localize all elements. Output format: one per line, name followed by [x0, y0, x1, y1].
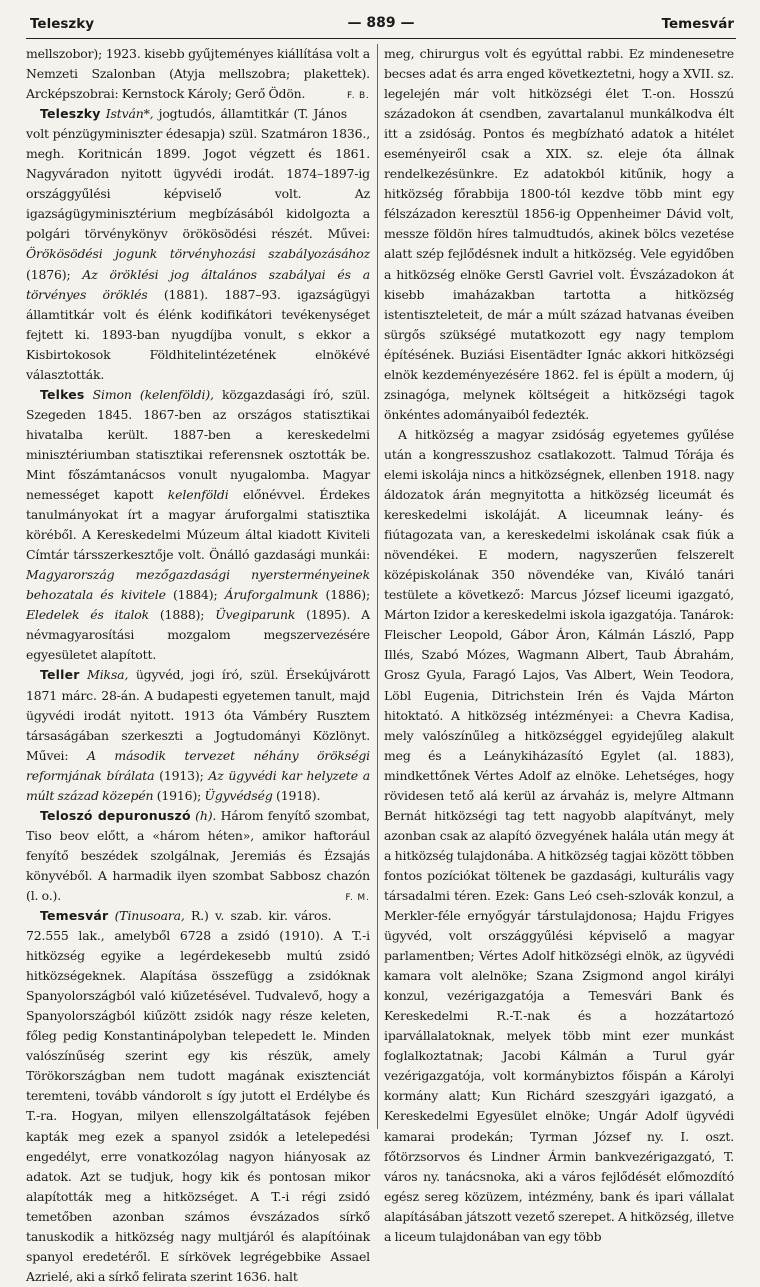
work-title: Üvegiparunk — [215, 607, 296, 623]
entry-headword: Teller — [40, 667, 80, 683]
author-signature: F. B. — [347, 91, 370, 102]
entry-text: (1895). A névmagyarosítási mozgalom megszervezésére egyesületet alapított. — [26, 607, 370, 663]
running-header — [26, 12, 736, 39]
work-title: Örökösödési jogunk törvényhozási szabályozásához — [26, 246, 370, 262]
entry-text: (1876); — [26, 266, 83, 282]
header-left-headword: Teleszky — [30, 16, 95, 32]
entry-headword: Teloszó depuronuszó — [40, 807, 191, 823]
dictionary-entry — [26, 806, 370, 906]
right-column — [384, 44, 734, 1244]
entry-text: A hitközség a magyar zsidóság egyetemes gyűlése után a kongresszushoz csatlakozott. Talmud Tórája és elemi iskolája nincs a hitközségnek, ellenben 1918. nagy áldozatok árán megnyitotta a hitközség liceumát és kereskedelmi iskoláját. A liceumnak leány- és fiútagozata van, a kereskedelmi iskolának csak fiúk a növendékei. E modern, nagyszerűen felszerelt középiskolának 350 növendéke van, Kiváló tanári testülete a következő: Marcus József liceumi igazgató, Márton Izidor a kereskedelmi iskola igazgatója. Tanárok: Fleischer Leopold, Gábor Áron, Kálmán László, Papp Illés, Szabó Mózes, Wagmann Albert, Taub Ábrahám, Grosz Gyula, Faragó Lajos, Vas Albert, Wein Teodora, Löbl Eugenia, Ditrichstein Irén és Vajda Márton hitoktató. A hitközség intézményei: a Chevra Kadisa, mely valószínűleg a hitközséggel egyidejűleg alakult meg és a Leánykiházasító Egylet (al. 1883), mindkettőnek Vértes Adolf az elnöke. Lehetséges, hogy rövidesen tető alá kerül az árvaház is, melyre Altmann Bernát hitközségi tag tett nagyobb alapítványt, mely azonban csak az alapító özvegyének halála után megy át a hitközség tulajdonába. A hitközség tagjai között többen fontos pozíciókat töltenek be gazdasági, kulturális vagy társadalmi téren. Ezek: Gans Leó cseh-szlovák konzul, a Merkler-féle ernyőgyár társtulajdonosa; Hajdu Frigyes ügyvéd, volt országgyűlési képviselő a magyar parlamentben; Vértes Adolf hitközségi elnök, az ügyvédi kamara volt alelnöke; Szana Zsigmond angol királyi konzul, vezérigazgatója a Temesvári Bank és Kereskedelmi R.-T.-nak és a hozzátartozó iparvállalatoknak, melyek több mint ezer munkást foglalkoztatnak; Jacobi Kálmán a Turul gyár vezérigazgatója, volt kormánybiztos főispán a Károlyi kormány alatt; Kun Richárd szeszgyári igazgató, a Kereskedelmi Egyesület elnöke; Ungár Adolf ügyvédi kamarai prodekán; Tyrman József ny. I. oszt. főtörzsorvos és Lindner Ármin bankvezérigazgató, T. város ny. tanácsnoka, aki a város fejlődését előmozdító egész sereg közüzem, intézmény, bank és ipari vállalat alapításában játszott vezető szerepet. A hitközség, illetve a liceum tulajdonában van egy több — [384, 426, 734, 1244]
entry-text: (1886); — [318, 587, 370, 603]
entry-name: István*, — [105, 106, 154, 122]
dictionary-entry — [26, 104, 370, 385]
entry-text: Három fenyítő szombat, Tiso beov előtt, a «három héten», amikor haftorául fenyítő beszédek szolgálnak, Jeremiás és Ézsajás könyvéből. A harmadik ilyen szombat Sabbosz chazón (l. o.). — [26, 807, 370, 903]
paragraph — [384, 44, 734, 425]
entry-name: Simon (kelenföldi), — [92, 386, 214, 402]
entry-text: meg, chirurgus volt és egyúttal rabbi. Ez mindenesetre becses adat és arra enged következtetni, hogy a XVII. sz. legelején már volt hitközségi élet T.-on. Hosszú századokon át csendben, zavartalanul munkálkodva élt itt a zsidóság. Pontos és megbízható adatok a hitélet eseményeiről csak a XIX. sz. eleje óta állnak rendelkezésünkre. Ez adatokból kitűnik, hogy a hitközség főrabbija 1800-tól kezdve több mint egy félszázadon keresztül 1856-ig Oppenheimer Dávid volt, messze földön híres talmudtudós, akinek bölcs vezetése alatt szép fejlődésnek indult a hitközség. Vele egyidőben a hitközség elnöke Gerstl Gavriel volt. Évszázadokon át kisebb imaházakban tartotta a hitközség istentiszteleteit, de már a múlt század hatvanas éveiben sürgős szükségé mutatkozott egy nagy templom építésének. Buziási Eisentädter Ignác akkori hitközségi elnök kezdeményezésére 1862. fel is épült a modern, új zsinagóga, melynek költségeit a hitközségi tagok önkéntes adományaiból fedezték. — [384, 46, 734, 422]
entry-text: (1913); — [154, 767, 209, 783]
work-title: Áruforgalmunk — [224, 587, 319, 603]
entry-headword: Temesvár — [40, 908, 109, 924]
entry-text: (1881). 1887–93. igazságügyi államtitkár volt és élénk kodifikátori tevékenységet fejtett ki. 1893-ban nyugdíjba vonult, s ekkor a Kisbirtokosok Földhitelintézetének elnökévé választották. — [26, 286, 370, 382]
work-title: Ügyvédség — [204, 787, 273, 803]
entry-text: (1918). — [272, 787, 321, 803]
entry-text: előnévvel. Érdekes tanulmányokat írt a magyar áruforgalmi statisztika köréből. A Kereskedelmi Múzeum által kiadott Kiviteli Címtár társszerkesztője volt. Önálló gazdasági munkái: — [26, 487, 370, 563]
entry-text: (1884); — [165, 587, 225, 603]
left-column — [26, 44, 371, 1284]
header-right-headword: Temesvár — [661, 16, 734, 32]
entry-name: (Tinusoara, — [114, 908, 185, 924]
work-title: Az öröklési jog általános szabályai és a törvényes öröklés — [26, 266, 370, 302]
work-title: Az ügyvédi kar helyzete a múlt század közepén — [26, 767, 370, 803]
entry-text: mellszobor); 1923. kisebb gyűjteményes kiállítása volt a Nemzeti Szalonban (Atyja mellszobra; plakettek). Arcképszobrai: Kernstock Károly; Gerő Ödön. — [26, 46, 370, 102]
entry-text: közgazdasági író, szül. Szegeden 1845. 1867-ben az országos statisztikai hivatalba került. 1887-ben a kereskedelmi minisztériumban statisztikai referensnek osztották be. Mint főszámtanácsos vonult nyugalomba. Magyar nemességet kapott — [26, 386, 370, 503]
entry-headword: Teleszky — [40, 106, 101, 122]
paragraph — [26, 44, 370, 104]
paragraph — [384, 425, 734, 1247]
entry-text: (1888); — [149, 607, 216, 623]
column-divider — [377, 44, 378, 1129]
entry-name: (h). — [195, 807, 217, 823]
dictionary-entry — [26, 906, 370, 1287]
entry-text: (1916); — [153, 787, 205, 803]
page-number: — 889 — — [347, 15, 415, 31]
author-signature: F. M. — [345, 892, 370, 903]
work-title: Magyarország mezőgazdasági nyersterményeinek behozatala és kivitele — [26, 567, 370, 603]
dictionary-entry — [26, 665, 370, 805]
entry-text: ügyvéd, jogi író, szül. Érsekújvárott 1871 márc. 28-án. A budapesti egyetemen tanult, majd ügyvédi irodát nyitott. 1913 óta Vámbéry Rusztem társaságában szerkeszti a Jogtudományi Közlönyt. Művei: — [26, 667, 371, 763]
entry-text: jogtudós, államtitkár (T. János volt pénzügyminiszter édesapja) szül. Szatmáron 1836., megh. Koritnicán 1899. Jogot végzett és 1861. Nagyváradon nyitott ügyvédi irodát. 1874–1897-ig országgyűlési képviselő volt. Az igazságügyminisztérium megbízásából kidolgozta a polgári törvénykönyv örökösödési részét. Művei: — [26, 106, 370, 242]
dictionary-entry — [26, 385, 370, 666]
work-title: A második tervezet néhány örökségi reformjának bírálata — [26, 747, 370, 783]
entry-text: R.) v. szab. kir. város. 72.555 lak., amelyből 6728 a zsidó (1910). A T.-i hitközség egyike a legérdekesebb multú zsidó hitközségeknek. Alapítása összefügg a zsidóknak Spanyolországból való kiűzetésével. Tudvalevő, hogy a Spanyolországból kiűzött zsidók nagy része keleten, főleg pedig Konstantinápolyban telepedett le. Minden valószínűség szerint egy kis részük, amely Törökországban nem tudott magának exisztenciát teremteni, tovább vándorolt s így jutott el Erdélybe és T.-ra. Hogyan, milyen ellenszolgáltatások fejében kapták meg ezek a spanyol zsidók a letelepedési engedélyt, erre vonatkozólag nagyon hiányosak az adatok. Azt se tudjuk, hogy kik és pontosan mikor alapították meg a hitközséget. A T.-i régi zsidó temetőben azonban számos évszázados sírkő tanuskodik a hitközség nagy multjáról és alapítóinak spanyol eredetéről. E sírkövek legrégebbike Assael Azrielé, aki a sírkő felirata szerint 1636. halt — [26, 908, 370, 1284]
work-title: kelenföldi — [167, 487, 229, 503]
work-title: Eledelek és italok — [26, 607, 150, 623]
entry-headword: Telkes — [40, 386, 85, 402]
entry-name: Miksa, — [87, 667, 129, 683]
